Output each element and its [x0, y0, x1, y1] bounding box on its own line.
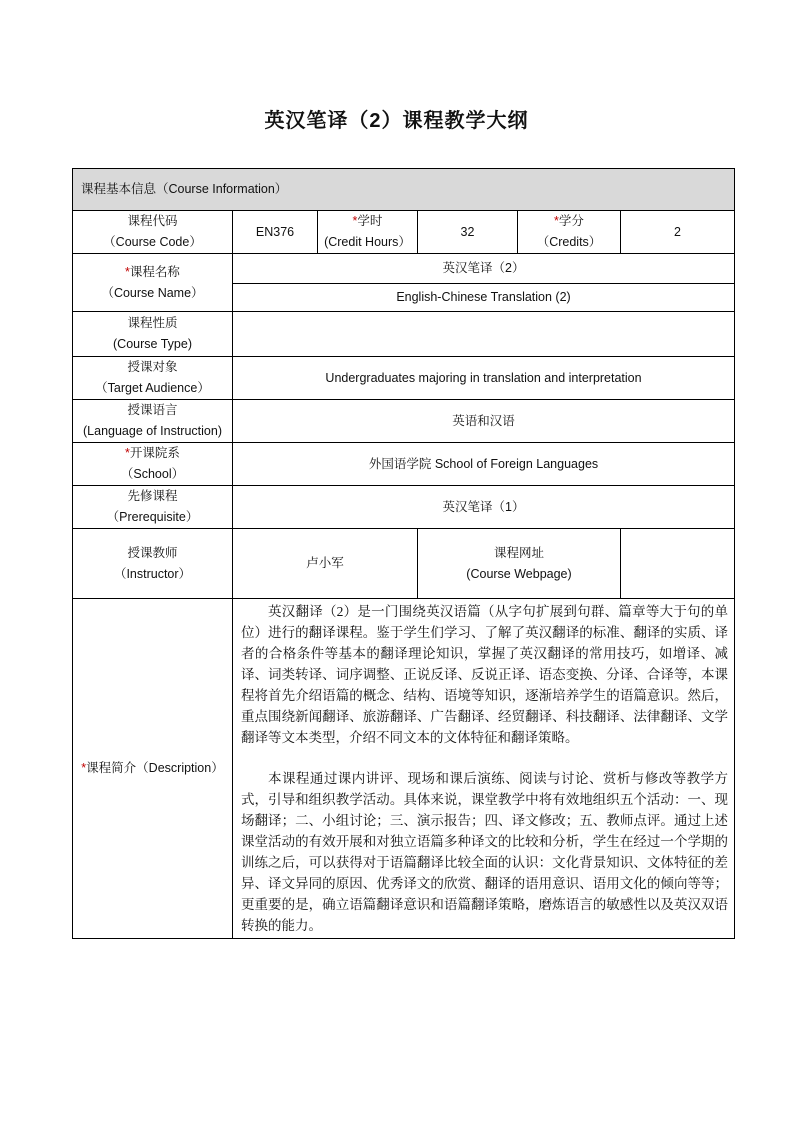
language-label: 授课语言 (Language of Instruction): [73, 400, 233, 443]
school-label: *开课院系 （School）: [73, 443, 233, 486]
prerequisite-value: 英汉笔译（1）: [233, 486, 735, 529]
school-value: 外国语学院 School of Foreign Languages: [233, 443, 735, 486]
instructor-label: 授课教师 （Instructor）: [73, 529, 233, 599]
required-mark: *: [352, 214, 358, 228]
course-name-cn: 英汉笔译（2）: [233, 254, 735, 284]
course-type-label: 课程性质 (Course Type): [73, 312, 233, 357]
credits-label: *学分 （Credits）: [518, 211, 621, 254]
instructor-value: 卢小军: [233, 529, 418, 599]
course-type-row: [73, 312, 735, 357]
course-code-value: EN376: [233, 211, 318, 254]
description-text: [233, 599, 735, 939]
course-info-table: [72, 168, 735, 939]
description-label: *课程简介（Description）: [73, 599, 233, 939]
required-mark: *: [554, 214, 559, 228]
course-name-en: English-Chinese Translation (2): [233, 284, 735, 312]
description-row: [73, 599, 735, 939]
course-type-value: [233, 312, 735, 357]
webpage-label: 课程网址 (Course Webpage): [418, 529, 621, 599]
target-audience-value: Undergraduates majoring in translation and interpretation: [233, 357, 735, 400]
credits-value: 2: [621, 211, 735, 254]
section-header: 课程基本信息（Course Information）: [73, 169, 735, 211]
required-mark: *: [125, 264, 130, 279]
prerequisite-label: 先修课程 （Prerequisite）: [73, 486, 233, 529]
page-title: 英汉笔译（2）课程教学大纲: [264, 110, 529, 132]
language-value: 英语和汉语: [233, 400, 735, 443]
language-row: [73, 400, 735, 443]
description-paragraph: 英汉翻译（2）是一门围绕英汉语篇（从字句扩展到句群、篇章等大于句的单位）进行的翻译课程。鉴于学生们学习、了解了英汉翻译的标准、翻译的实质、译者的合格条件等基本的翻译理论知识，掌握了英汉翻译的常用技巧，如增译、减译、词类转译、词序调整、正说反译、反说正译、语态变换、分译、合译等，本课程将首先介绍语篇的概念、结构、语境等知识，逐渐培养学生的语篇意识。然后，重点围绕新闻翻译、旅游翻译、广告翻译、经贸翻译、科技翻译、法律翻译、文学翻译等文本类型，介绍不同文本的文体特征和翻译策略。: [241, 604, 729, 745]
prerequisite-row: [73, 486, 735, 529]
section-header-row: [73, 169, 735, 211]
course-name-label: *课程名称 （Course Name）: [73, 254, 233, 312]
target-audience-row: [73, 357, 735, 400]
required-mark: *: [81, 761, 87, 775]
instructor-row: [73, 529, 735, 599]
course-name-row: [73, 254, 735, 284]
description-paragraph: 本课程通过课内讲评、现场和课后演练、阅读与讨论、赏析与修改等教学方式，引导和组织教学活动。具体来说，课堂教学中将有效地组织五个活动：一、现场翻译；二、小组讨论；三、演示报告；四、译文修改；五、教师点评。通过上述课堂活动的有效开展和对独立语篇多种译文的比较和分析，学生在经过一个学期的训练之后，可以获得对于语篇翻译比较全面的认识：文化背景知识、文体特征的差异、译文异同的原因、优秀译文的欣赏、翻译的语用意识、语用文化的倾向等等；更重要的是，确立语篇翻译意识和语篇翻译策略，磨炼语言的敏感性以及英汉双语转换的能力。: [241, 771, 729, 933]
required-mark: *: [125, 446, 130, 460]
course-code-label: 课程代码 （Course Code）: [73, 211, 233, 254]
school-row: [73, 443, 735, 486]
credit-hours-label: *学时 (Credit Hours）: [318, 211, 418, 254]
target-audience-label: 授课对象 （Target Audience）: [73, 357, 233, 400]
credit-hours-value: 32: [418, 211, 518, 254]
course-code-row: [73, 211, 735, 254]
webpage-value: [621, 529, 735, 599]
